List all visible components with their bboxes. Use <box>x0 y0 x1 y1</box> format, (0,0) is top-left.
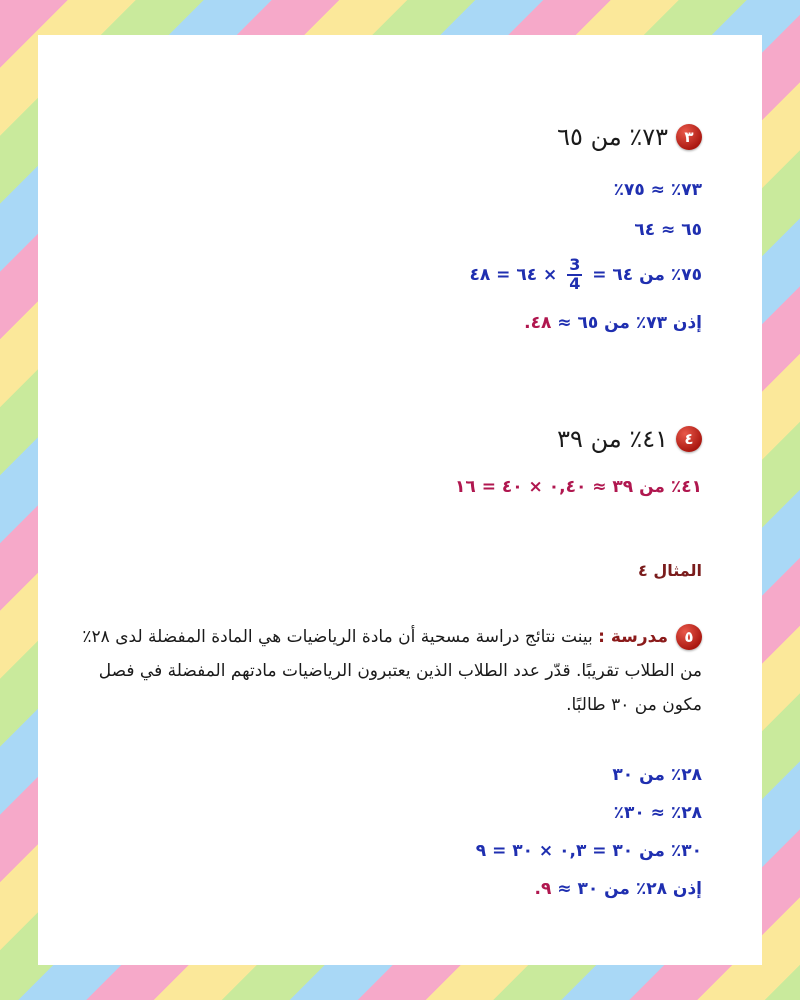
problem-number-badge: ٣ <box>676 124 702 150</box>
problem-5-step-1: ٢٨٪ من ٣٠ <box>612 765 702 785</box>
problem-3-text: ٧٣٪ من ٦٥ <box>557 123 668 151</box>
problem-number-badge: ٥ <box>676 624 702 650</box>
fraction-three-quarters <box>567 257 582 293</box>
problem-3-heading <box>557 123 702 151</box>
problem-4-text: ٤١٪ من ٣٩ <box>557 425 668 453</box>
example-heading: المثال ٤ <box>638 561 702 580</box>
problem-3-conclusion <box>524 313 702 333</box>
conclusion-value: ٤٨. <box>524 313 552 333</box>
problem-number-badge: ٤ <box>676 426 702 452</box>
step-3-left: ٧٥٪ من ٦٤ = <box>592 264 702 285</box>
problem-3-step-2: ٦٥ ≈ ٦٤ <box>634 220 702 240</box>
conclusion-text: إذن ٧٣٪ من ٦٥ ≈ <box>557 313 702 333</box>
fraction-denominator: 4 <box>569 273 581 293</box>
problem-5-keyword: مدرسة : <box>598 627 668 647</box>
problem-5-conclusion <box>534 879 702 899</box>
problem-3-step-1: ٧٣٪ ≈ ٧٥٪ <box>613 180 702 200</box>
problem-3-step-3 <box>469 257 702 293</box>
step-3-right: × ٦٤ = ٤٨ <box>469 264 558 285</box>
conclusion-text: إذن ٢٨٪ من ٣٠ ≈ <box>557 879 702 899</box>
problem-5-step-2: ٢٨٪ ≈ ٣٠٪ <box>613 803 702 823</box>
problem-4-answer: ٤١٪ من ٣٩ ≈ ٠,٤٠ × ٤٠ = ١٦ <box>455 477 702 497</box>
problem-5-step-3: ٣٠٪ من ٣٠ = ٠,٣ × ٣٠ = ٩ <box>475 841 702 861</box>
fraction-numerator: 3 <box>569 255 581 274</box>
problem-5-text: بينت نتائج دراسة مسحية أن مادة الرياضيات هي المادة المفضلة لدى ٢٨٪ من الطلاب تقريبًا. قدّر عدد الطلاب الذين يعتبرون الرياضيات مادتهم المفضلة في فصل مكون من ٣٠ طالبًا. <box>82 627 702 715</box>
problem-4-heading <box>557 425 702 453</box>
conclusion-value: ٩. <box>534 879 552 899</box>
worksheet-page <box>38 35 762 965</box>
problem-5-paragraph <box>82 620 702 722</box>
